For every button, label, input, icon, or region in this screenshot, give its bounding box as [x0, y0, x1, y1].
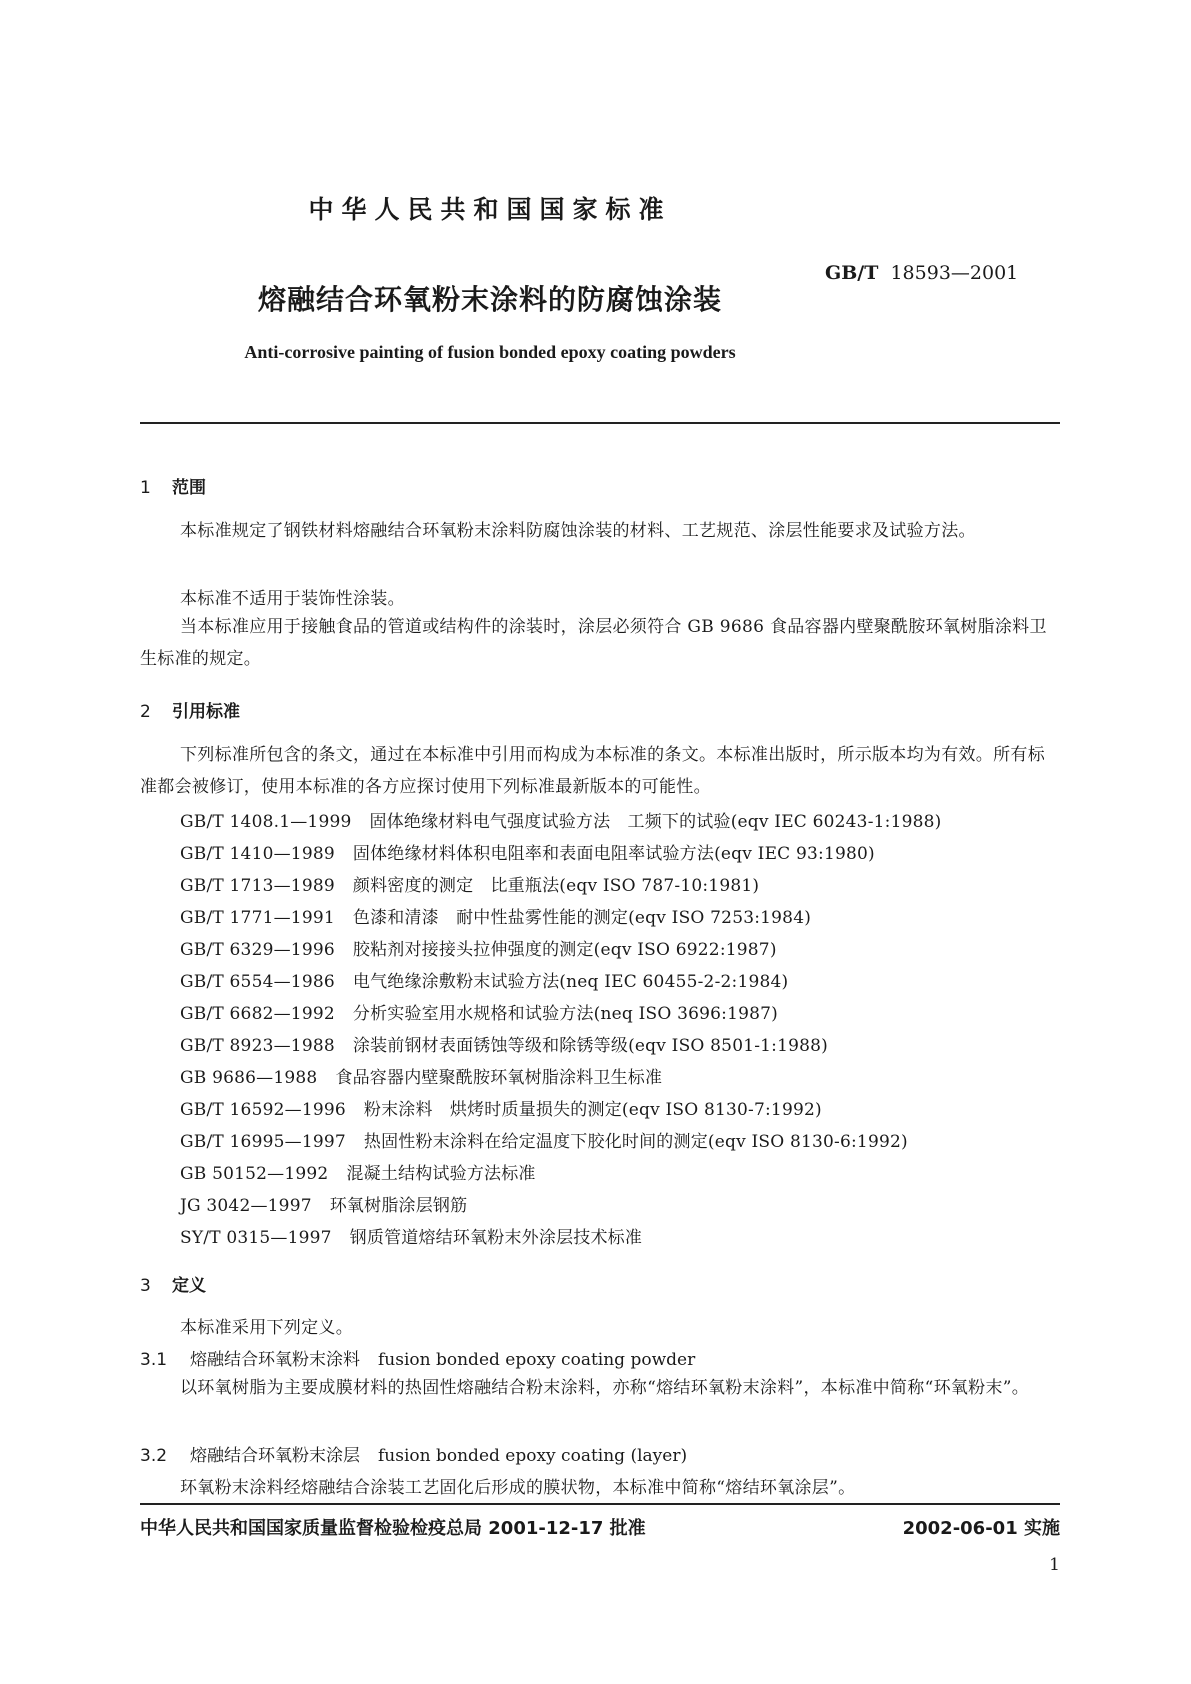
national-standard-heading: 中华人民共和国国家标准	[308, 195, 672, 224]
section-3-intro: 本标准采用下列定义。	[180, 1318, 353, 1338]
reference-item	[180, 1031, 828, 1056]
reference-code: GB/T 6329—1996	[180, 940, 335, 960]
reference-title: 固体绝缘材料电气强度试验方法 工频下的试验(eqv IEC 60243-1:1988)	[369, 812, 942, 832]
reference-title: 涂装前钢材表面锈蚀等级和除锈等级(eqv ISO 8501-1:1988)	[352, 1036, 829, 1056]
document-title-en: Anti-corrosive painting of fusion bonded epoxy coating powders	[244, 342, 736, 362]
reference-item	[180, 1127, 908, 1152]
reference-code: GB 9686—1988	[180, 1068, 318, 1088]
reference-title: 食品容器内壁聚酰胺环氧树脂涂料卫生标准	[335, 1068, 663, 1088]
definition-term-cn: 熔融结合环氧粉末涂层	[190, 1446, 360, 1466]
footer-divider	[140, 1503, 1060, 1505]
reference-code: GB/T 1408.1—1999	[180, 812, 352, 832]
reference-item	[180, 1223, 642, 1248]
section-3-heading	[140, 1271, 206, 1296]
definition-number: 3.2	[140, 1446, 168, 1466]
reference-code: GB/T 1771—1991	[180, 908, 335, 928]
reference-item	[180, 1159, 536, 1184]
reference-title: 固体绝缘材料体积电阻率和表面电阻率试验方法(eqv IEC 93:1980)	[352, 844, 875, 864]
definition-3-2-heading	[140, 1441, 687, 1466]
reference-title: 热固性粉末涂料在给定温度下胶化时间的测定(eqv ISO 8130-6:1992)	[363, 1132, 908, 1152]
reference-item	[180, 871, 759, 896]
reference-item	[180, 1095, 822, 1120]
page-number: 1	[1049, 1555, 1060, 1575]
reference-code: GB/T 6682—1992	[180, 1004, 335, 1024]
reference-code: GB/T 8923—1988	[180, 1036, 335, 1056]
reference-code: JG 3042—1997	[180, 1196, 312, 1216]
reference-title: 分析实验室用水规格和试验方法(neq ISO 3696:1987)	[352, 1004, 778, 1024]
reference-title: 粉末涂料 烘烤时质量损失的测定(eqv ISO 8130-7:1992)	[363, 1100, 822, 1120]
reference-code: GB/T 6554—1986	[180, 972, 335, 992]
standard-number-prefix: GB/T	[825, 262, 879, 284]
section-1-number: 1	[140, 478, 151, 498]
reference-title: 颜料密度的测定 比重瓶法(eqv ISO 787-10:1981)	[352, 876, 760, 896]
reference-title: 电气绝缘涂敷粉末试验方法(neq IEC 60455-2-2:1984)	[352, 972, 789, 992]
reference-item	[180, 839, 875, 864]
definition-3-1-text: 以环氧树脂为主要成膜材料的热固性熔融结合粉末涂料，亦称“熔结环氧粉末涂料”，本标准中简称“环氧粉末”。	[180, 1378, 1030, 1398]
definition-3-2-text: 环氧粉末涂料经熔融结合涂装工艺固化后形成的膜状物，本标准中简称“熔结环氧涂层”。	[180, 1478, 856, 1498]
section-1-heading	[140, 473, 206, 498]
reference-code: GB/T 16995—1997	[180, 1132, 346, 1152]
reference-code: SY/T 0315—1997	[180, 1228, 332, 1248]
reference-title: 钢质管道熔结环氧粉末外涂层技术标准	[349, 1228, 643, 1248]
standard-number-value: 18593—2001	[890, 262, 1019, 284]
section-2-number: 2	[140, 702, 151, 722]
reference-item	[180, 999, 778, 1024]
section-1-paragraph-2: 本标准不适用于装饰性涂装。	[180, 589, 405, 609]
section-3-number: 3	[140, 1276, 151, 1296]
reference-item	[180, 903, 811, 928]
reference-title: 胶粘剂对接接头拉伸强度的测定(eqv ISO 6922:1987)	[352, 940, 777, 960]
reference-code: GB/T 16592—1996	[180, 1100, 346, 1120]
definition-number: 3.1	[140, 1350, 168, 1370]
reference-item	[180, 967, 788, 992]
document-title-cn: 熔融结合环氧粉末涂料的防腐蚀涂装	[257, 283, 722, 316]
reference-code: GB/T 1410—1989	[180, 844, 335, 864]
reference-item	[180, 1063, 662, 1088]
approval-statement: 中华人民共和国国家质量监督检验检疫总局 2001-12-17 批准	[140, 1518, 646, 1539]
section-2-heading	[140, 697, 240, 722]
definition-term-cn: 熔融结合环氧粉末涂料	[190, 1350, 360, 1370]
reference-item	[180, 807, 941, 832]
reference-item	[180, 935, 777, 960]
reference-title: 混凝土结构试验方法标准	[346, 1164, 536, 1184]
reference-code: GB/T 1713—1989	[180, 876, 335, 896]
definition-term-en: fusion bonded epoxy coating powder	[378, 1350, 696, 1370]
section-3-title: 定义	[172, 1276, 206, 1296]
reference-title: 环氧树脂涂层钢筋	[329, 1196, 468, 1216]
reference-item	[180, 1191, 467, 1216]
header-divider	[140, 422, 1060, 424]
section-2-title: 引用标准	[172, 702, 240, 722]
implementation-date: 2002-06-01 实施	[902, 1518, 1060, 1539]
definition-term-en: fusion bonded epoxy coating (layer)	[378, 1446, 688, 1466]
reference-title: 色漆和清漆 耐中性盐雾性能的测定(eqv ISO 7253:1984)	[352, 908, 812, 928]
section-1-paragraph-3: 当本标准应用于接触食品的管道或结构件的涂装时，涂层必须符合 GB 9686 食品容器内壁聚酰胺环氧树脂涂料卫生标准的规定。	[140, 617, 1047, 669]
definition-3-1-heading	[140, 1345, 695, 1370]
section-1-title: 范围	[172, 478, 206, 498]
section-2-intro: 下列标准所包含的条文，通过在本标准中引用而构成为本标准的条文。本标准出版时，所示版本均为有效。所有标准都会被修订，使用本标准的各方应探讨使用下列标准最新版本的可能性。	[140, 745, 1045, 797]
reference-code: GB 50152—1992	[180, 1164, 329, 1184]
section-1-paragraph-1: 本标准规定了钢铁材料熔融结合环氧粉末涂料防腐蚀涂装的材料、工艺规范、涂层性能要求及试验方法。	[180, 521, 976, 541]
